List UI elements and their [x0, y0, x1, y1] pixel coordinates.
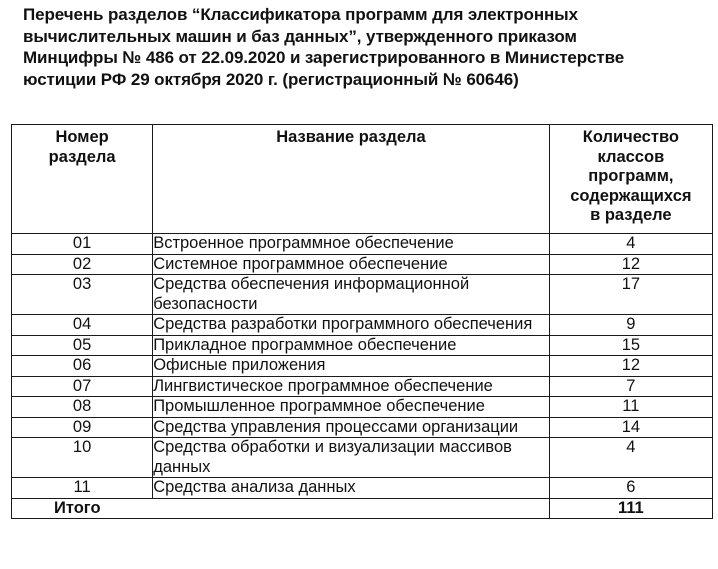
document-title: Перечень разделов “Классификатора программ для электронных вычислительных машин и баз данных”, утвержденного приказом Минцифры № 486 от 22.09.2020 и зарегистрированного в Министерстве юстиции РФ 29 октября 2020 г. (регистрационный № 60646)	[23, 5, 625, 89]
section-number: 06	[12, 356, 153, 377]
section-class-count: 7	[549, 376, 712, 397]
table-row	[12, 376, 713, 397]
header-section-name	[153, 125, 550, 234]
section-number: 03	[12, 275, 153, 315]
total-count: 111	[549, 498, 712, 519]
section-number: 09	[12, 417, 153, 438]
section-number: 05	[12, 335, 153, 356]
table-row	[12, 397, 713, 418]
table-row	[12, 315, 713, 336]
table-row	[12, 356, 713, 377]
section-name: Средства обеспечения информационной безопасности	[153, 275, 550, 315]
section-number: 10	[12, 438, 153, 478]
table-row	[12, 254, 713, 275]
section-name: Встроенное программное обеспечение	[153, 234, 550, 255]
section-class-count: 12	[549, 254, 712, 275]
header-program-class-count-label: Количество классов программ, содержащихся в разделе	[570, 128, 692, 224]
table-row	[12, 438, 713, 478]
section-name: Средства разработки программного обеспечения	[153, 315, 550, 336]
total-row	[12, 498, 713, 519]
section-name: Системное программное обеспечение	[153, 254, 550, 275]
section-number: 08	[12, 397, 153, 418]
section-name: Средства обработки и визуализации массивов данных	[153, 438, 550, 478]
section-number: 11	[12, 478, 153, 499]
section-class-count: 4	[549, 234, 712, 255]
header-section-number-label: Номер раздела	[48, 128, 116, 166]
classifier-sections-table	[11, 124, 713, 519]
section-name: Средства анализа данных	[153, 478, 550, 499]
section-class-count: 15	[549, 335, 712, 356]
table-row	[12, 335, 713, 356]
table-row	[12, 275, 713, 315]
section-number: 02	[12, 254, 153, 275]
section-name: Средства управления процессами организации	[153, 417, 550, 438]
section-class-count: 14	[549, 417, 712, 438]
header-program-class-count	[549, 125, 712, 234]
header-section-number	[12, 125, 153, 234]
section-class-count: 9	[549, 315, 712, 336]
section-name: Прикладное программное обеспечение	[153, 335, 550, 356]
section-name: Лингвистическое программное обеспечение	[153, 376, 550, 397]
section-class-count: 11	[549, 397, 712, 418]
section-number: 01	[12, 234, 153, 255]
header-section-name-label: Название раздела	[276, 128, 426, 146]
section-name: Промышленное программное обеспечение	[153, 397, 550, 418]
table-row	[12, 478, 713, 499]
table-row	[12, 417, 713, 438]
section-number: 07	[12, 376, 153, 397]
table-header-row	[12, 125, 713, 234]
section-class-count: 12	[549, 356, 712, 377]
section-class-count: 4	[549, 438, 712, 478]
total-label: Итого	[12, 498, 550, 519]
table-row	[12, 234, 713, 255]
section-class-count: 6	[549, 478, 712, 499]
section-class-count: 17	[549, 275, 712, 315]
section-number: 04	[12, 315, 153, 336]
section-name: Офисные приложения	[153, 356, 550, 377]
